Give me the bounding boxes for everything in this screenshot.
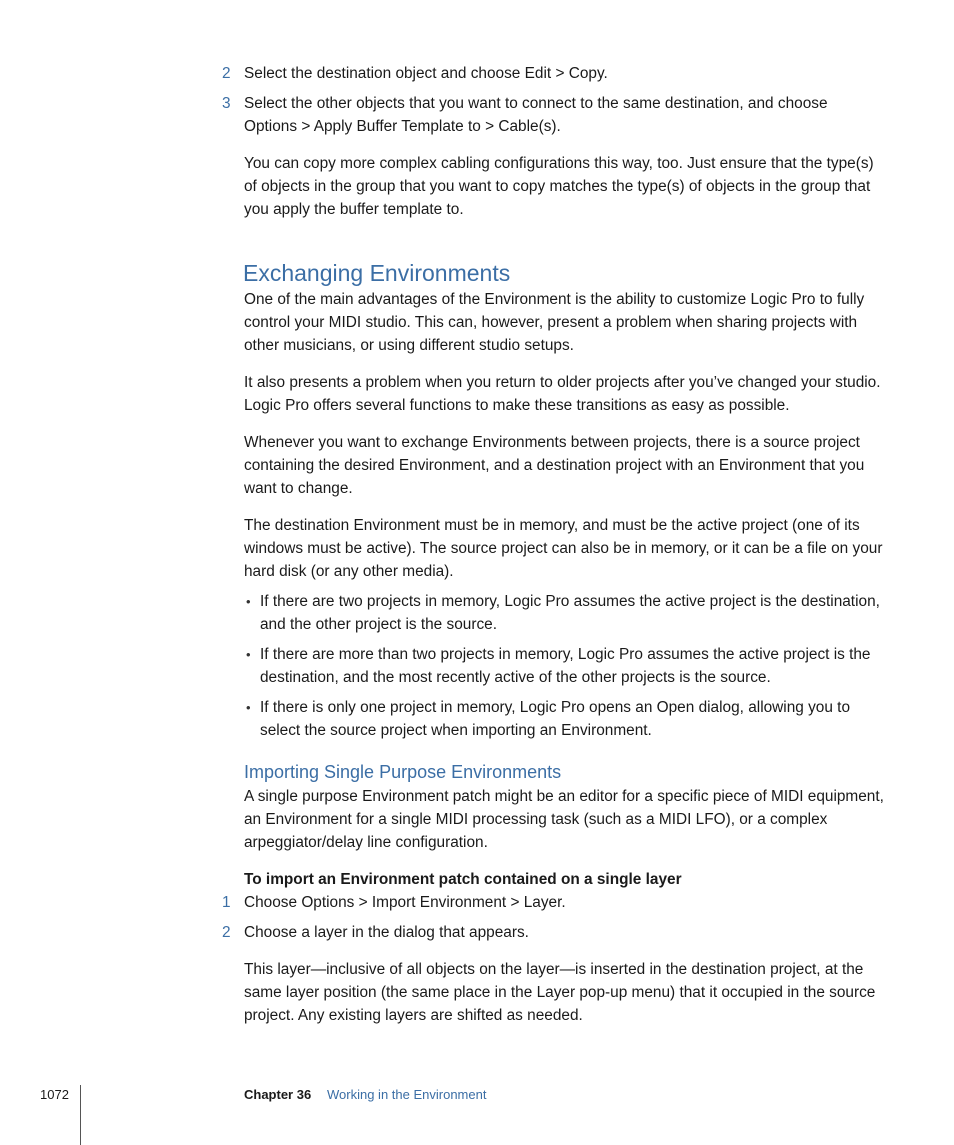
- bullet-text: If there are two projects in memory, Logic Pro assumes the active project is the destination, and the other project is the source.: [260, 593, 880, 633]
- subsection-heading: Importing Single Purpose Environments: [244, 762, 562, 782]
- bullet-item: [246, 590, 884, 636]
- step-number: 1: [222, 894, 231, 911]
- step-number: 3: [222, 95, 231, 112]
- footer-chapter-title: Working in the Environment: [327, 1087, 487, 1102]
- body-paragraph: A single purpose Environment patch might be an editor for a specific piece of MIDI equipment, an Environment for a single MIDI processing task (such as a MIDI LFO), or a complex arpeggiator/delay line configuration.: [244, 788, 884, 851]
- body-paragraph: This layer—inclusive of all objects on the layer—is inserted in the destination project, at the same layer position (the same place in the Layer pop-up menu) that it occupied in the source project. Any existing layers are shifted as needed.: [244, 961, 876, 1024]
- body-paragraph: One of the main advantages of the Environment is the ability to customize Logic Pro to fully control your MIDI studio. This can, however, present a problem when sharing projects with other musicians, or using different studio setups.: [244, 291, 865, 354]
- body-paragraph: The destination Environment must be in memory, and must be the active project (one of its windows must be active). The source project can also be in memory, or it can be a file on your hard disk (or any other media).: [244, 517, 883, 580]
- footer-divider: [80, 1085, 81, 1145]
- step-text: Select the destination object and choose Edit > Copy.: [244, 65, 608, 82]
- bullet-icon: •: [246, 647, 251, 662]
- bullet-text: If there is only one project in memory, Logic Pro opens an Open dialog, allowing you to select the source project when importing an Environment.: [260, 699, 851, 739]
- step-item: [222, 62, 884, 85]
- bullet-icon: •: [246, 594, 251, 609]
- body-paragraph: You can copy more complex cabling configurations this way, too. Just ensure that the type(s) of objects in the group that you want to copy matches the type(s) of objects in the group that you apply the buffer template to.: [244, 155, 874, 218]
- task-heading: To import an Environment patch contained on a single layer: [244, 871, 682, 888]
- bullet-text: If there are more than two projects in memory, Logic Pro assumes the active project is the destination, and the most recently active of the other projects is the source.: [260, 646, 871, 686]
- step-item: [222, 92, 884, 138]
- step-text: Choose a layer in the dialog that appears.: [244, 924, 529, 941]
- step-text: Choose Options > Import Environment > Layer.: [244, 894, 566, 911]
- step-item: [222, 921, 884, 944]
- bullet-icon: •: [246, 700, 251, 715]
- page-number: 1072: [40, 1087, 69, 1102]
- step-text: Select the other objects that you want to connect to the same destination, and choose Options > Apply Buffer Template to > Cable(s).: [244, 95, 828, 135]
- body-paragraph: It also presents a problem when you return to older projects after you’ve changed your studio. Logic Pro offers several functions to make these transitions as easy as possible.: [244, 374, 881, 414]
- step-number: 2: [222, 924, 231, 941]
- section-heading: Exchanging Environments: [243, 260, 511, 286]
- footer-chapter-label: Chapter 36: [244, 1087, 312, 1102]
- step-number: 2: [222, 65, 231, 82]
- step-item: [222, 891, 884, 914]
- bullet-item: [246, 696, 884, 742]
- bullet-item: [246, 643, 884, 689]
- body-paragraph: Whenever you want to exchange Environments between projects, there is a source project containing the desired Environment, and a destination project with an Environment that you want to change.: [244, 434, 865, 497]
